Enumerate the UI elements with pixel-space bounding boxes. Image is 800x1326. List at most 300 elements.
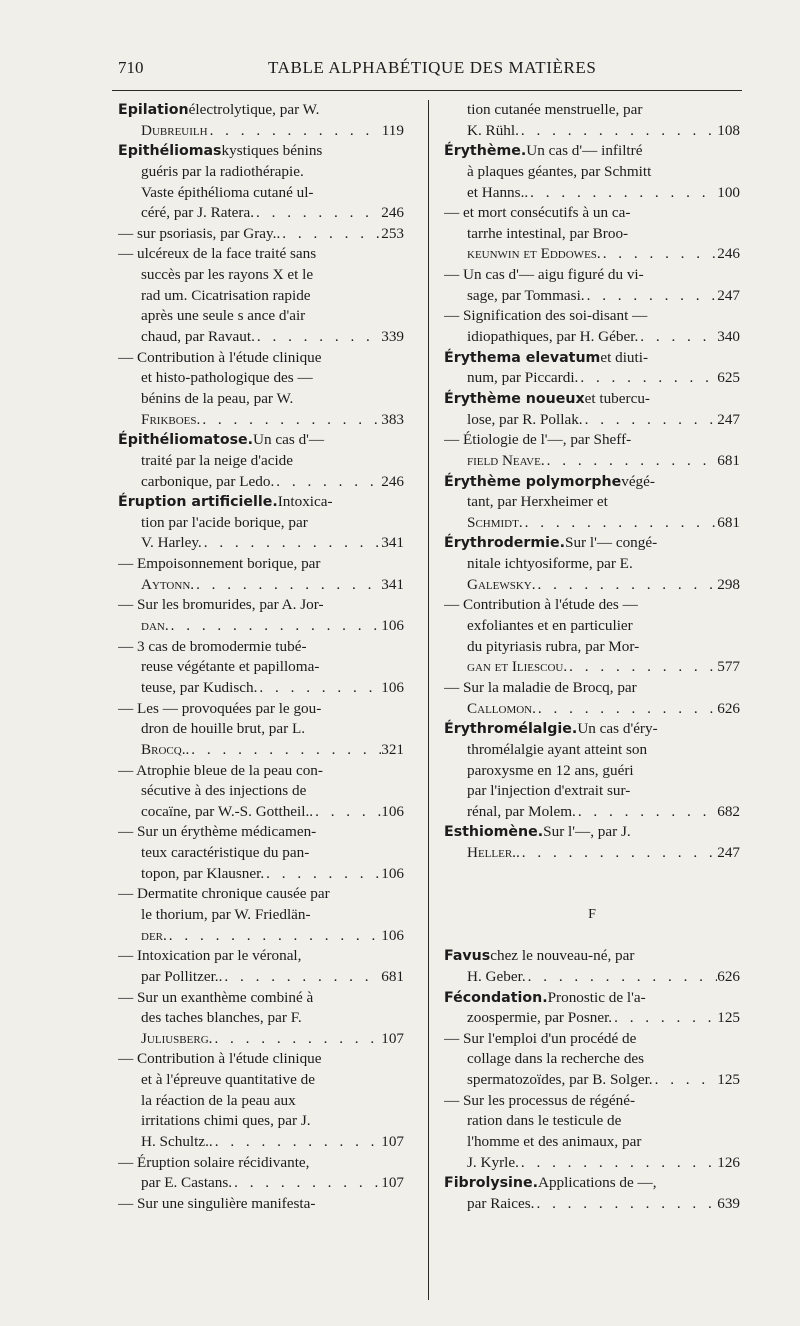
entry-text: reuse végétante et papilloma-	[141, 658, 320, 676]
entry-text: Applications de —,	[538, 1174, 657, 1192]
entry-text: guéris par la radiothérapie.	[141, 162, 304, 180]
entry-text: — Contribution à l'étude clinique	[118, 348, 322, 366]
index-entry-heading-line	[444, 719, 740, 740]
entry-text: — Sur les processus de régéné-	[444, 1091, 636, 1109]
index-entry-line	[118, 1070, 404, 1091]
index-entry-line	[118, 864, 404, 885]
entry-headword: Favus	[444, 948, 491, 965]
entry-text: chez le nouveau-né, par	[490, 947, 635, 965]
index-entry-heading-line	[444, 946, 740, 967]
entry-text: tant, par Herxheimer et	[467, 493, 608, 511]
index-entry-heading-line	[118, 100, 404, 121]
index-entry-line	[118, 719, 404, 740]
entry-headword: Éruption artificielle.	[118, 494, 278, 511]
entry-text: field Neave.	[467, 451, 545, 469]
index-entry-line	[118, 410, 404, 431]
dot-leader	[545, 451, 718, 472]
index-entry-line	[444, 678, 740, 699]
page-reference: 106	[381, 617, 404, 635]
index-entry-line	[444, 575, 740, 596]
blank-line	[444, 884, 740, 905]
entry-text: J. Kyrle.	[467, 1153, 519, 1171]
dot-leader	[280, 224, 381, 245]
index-entry-line	[444, 183, 740, 204]
index-entry-line	[444, 100, 740, 121]
index-entry-line	[118, 575, 404, 596]
page-reference: 626	[717, 967, 740, 985]
index-entry-line	[444, 1153, 740, 1174]
entry-text: — Contribution à l'étude des —	[444, 596, 638, 614]
dot-leader	[167, 926, 381, 947]
dot-leader	[189, 740, 381, 761]
entry-text: collage dans la recherche des	[467, 1050, 645, 1068]
page-reference: 339	[381, 328, 404, 346]
right-column	[444, 100, 740, 1215]
dot-leader	[222, 967, 381, 988]
entry-text: Vaste épithélioma cutané ul-	[141, 183, 314, 201]
page-number: 710	[118, 58, 144, 77]
dot-leader	[257, 678, 381, 699]
index-entry-line	[118, 265, 404, 286]
page-reference: 119	[381, 121, 404, 139]
page-reference: 247	[717, 286, 740, 304]
dot-leader	[612, 1008, 717, 1029]
entry-text: tion cutanée menstruelle, par	[467, 101, 643, 118]
entry-text: et Hanns..	[467, 183, 529, 201]
index-entry-line	[118, 905, 404, 926]
entry-text: — Sur la maladie de Brocq, par	[444, 678, 637, 696]
entry-text: tion par l'acide borique, par	[141, 513, 308, 531]
index-entry-heading-line	[444, 822, 740, 843]
page-reference: 247	[717, 844, 740, 862]
entry-text: Un cas d'—	[253, 431, 325, 449]
entry-text: — Étiologie de l'—, par Sheff-	[444, 431, 632, 449]
page-reference: 626	[717, 699, 740, 717]
dot-leader	[534, 1194, 717, 1215]
entry-text: gan et Iliescou.	[467, 658, 568, 676]
entry-headword: Érythrodermie.	[444, 535, 565, 552]
entry-headword: Fibrolysine.	[444, 1175, 538, 1192]
entry-text: par Pollitzer..	[141, 967, 223, 985]
entry-text: — Un cas d'— aigu figuré du vi-	[444, 266, 644, 284]
entry-text: Sur l'— congé-	[565, 534, 658, 552]
index-entry-heading-line	[118, 430, 404, 451]
entry-text: — Sur un exanthème combiné à	[118, 988, 314, 1006]
index-entry-line	[118, 306, 404, 327]
entry-text: et diuti-	[600, 348, 649, 366]
entry-text: — Éruption solaire récidivante,	[118, 1153, 310, 1171]
dot-leader	[653, 1070, 718, 1091]
entry-text: — Dermatite chronique causée par	[118, 885, 330, 903]
page-title: TABLE ALPHABÉTIQUE DES MATIÈRES	[268, 58, 597, 77]
dot-leader	[526, 967, 718, 988]
index-entry-line	[444, 554, 740, 575]
left-column	[118, 100, 404, 1215]
page-reference: 383	[381, 410, 404, 428]
entry-text: — Signification des soi-disant —	[444, 307, 648, 325]
index-entry-line	[118, 1029, 404, 1050]
entry-text: dan.	[141, 617, 169, 635]
index-entry-line	[118, 740, 404, 761]
index-entry-line	[118, 1173, 404, 1194]
page-reference: 340	[717, 328, 740, 346]
index-entry-line	[118, 657, 404, 678]
index-entry-line	[118, 121, 404, 142]
entry-text: Un cas d'éry-	[577, 720, 658, 738]
index-entry-line	[118, 368, 404, 389]
entry-text: du pityriasis rubra, par Mor-	[467, 637, 640, 655]
entry-text: lose, par R. Pollak.	[467, 410, 583, 428]
entry-headword: Esthiomène.	[444, 824, 544, 841]
index-entry-line	[444, 1132, 740, 1153]
dot-leader	[255, 327, 381, 348]
index-entry-line	[444, 451, 740, 472]
entry-text: Intoxica-	[277, 493, 333, 511]
entry-text: Schmidt.	[467, 513, 523, 531]
dot-leader	[528, 183, 717, 204]
index-entry-line	[444, 244, 740, 265]
index-entry-line	[118, 637, 404, 658]
index-entry-line	[118, 203, 404, 224]
entry-text: et histo-pathologique des —	[141, 369, 313, 387]
index-entry-line	[118, 1111, 404, 1132]
index-entry-line	[118, 472, 404, 493]
dot-leader	[232, 1173, 381, 1194]
entry-text: topon, par Klausner.	[141, 864, 265, 882]
entry-headword: Érythème.	[444, 143, 527, 160]
section-letter-text: F	[588, 906, 596, 922]
index-entry-line	[444, 1194, 740, 1215]
entry-text: — Sur une singulière manifesta-	[118, 1194, 316, 1212]
entry-text: nitale ichtyosiforme, par E.	[467, 555, 633, 573]
entry-text: par Raices.	[467, 1194, 535, 1212]
entry-text: carbonique, par Ledo.	[141, 472, 275, 490]
dot-leader	[519, 121, 717, 142]
index-entry-line	[444, 327, 740, 348]
index-entry-heading-line	[444, 472, 740, 493]
index-entry-line	[444, 1029, 740, 1050]
index-entry-line	[118, 513, 404, 534]
index-entry-line	[444, 410, 740, 431]
index-entry-line	[444, 368, 740, 389]
entry-text: — Contribution à l'étude clinique	[118, 1050, 322, 1068]
entry-text: rad um. Cicatrisation rapide	[141, 286, 311, 304]
entry-text: Juliusberg.	[141, 1029, 213, 1047]
index-entry-line	[444, 492, 740, 513]
index-entry-line	[444, 761, 740, 782]
index-entry-line	[444, 595, 740, 616]
index-entry-line	[444, 616, 740, 637]
entry-text: électrolytique, par W.	[188, 101, 320, 118]
index-entry-line	[118, 183, 404, 204]
entry-headword: Epilation	[118, 102, 189, 118]
index-entry-line	[444, 967, 740, 988]
page-reference: 321	[381, 740, 404, 758]
page-reference: 681	[717, 513, 740, 531]
entry-text: des taches blanches, par F.	[141, 1009, 302, 1027]
entry-text: irritations chimi ques, par J.	[141, 1112, 311, 1130]
entry-text: bénins de la peau, par W.	[141, 389, 294, 407]
index-entry-line	[444, 1008, 740, 1029]
entry-text: teux caractéristique du pan-	[141, 844, 310, 862]
running-header	[0, 54, 800, 84]
index-entry-line	[118, 802, 404, 823]
index-entry-line	[444, 637, 740, 658]
entry-text: — Sur un érythème médicamen-	[118, 823, 317, 841]
index-entry-line	[444, 1070, 740, 1091]
index-entry-line	[444, 781, 740, 802]
entry-text: K. Rühl.	[467, 121, 519, 139]
entry-text: rénal, par Molem.	[467, 802, 576, 820]
entry-text: paroxysme en 12 ans, guéri	[467, 761, 634, 779]
page-reference: 126	[717, 1153, 740, 1171]
entry-text: — Les — provoquées par le gou-	[118, 699, 322, 717]
entry-text: tarrhe intestinal, par Broo-	[467, 224, 629, 242]
entry-text: chaud, par Ravaut.	[141, 328, 255, 346]
page-reference: 107	[381, 1133, 404, 1151]
index-entry-line	[118, 988, 404, 1009]
section-letter	[444, 905, 740, 926]
page-reference: 577	[717, 658, 740, 676]
index-entry-line	[444, 1091, 740, 1112]
index-entry-line	[444, 224, 740, 245]
index-entry-line	[118, 678, 404, 699]
index-entry-line	[118, 946, 404, 967]
entry-text: thromélalgie ayant atteint son	[467, 740, 648, 758]
dot-leader	[200, 410, 381, 431]
index-entry-line	[118, 451, 404, 472]
dot-leader	[536, 575, 718, 596]
entry-text: l'homme et des animaux, par	[467, 1133, 642, 1151]
page-reference: 106	[381, 926, 404, 944]
index-entry-line	[118, 348, 404, 369]
dot-leader	[523, 513, 718, 534]
page-reference: 625	[717, 369, 740, 387]
entry-text: — et mort consécutifs à un ca-	[444, 204, 631, 222]
dot-leader	[264, 864, 381, 885]
index-entry-line	[444, 699, 740, 720]
index-entry-line	[118, 1194, 404, 1215]
index-entry-line	[118, 244, 404, 265]
index-entry-line	[118, 967, 404, 988]
index-entry-line	[444, 740, 740, 761]
header-rule	[112, 90, 742, 91]
entry-text: — ulcéreux de la face traité sans	[118, 245, 317, 263]
index-entry-line	[444, 802, 740, 823]
page-reference: 246	[381, 204, 404, 222]
page-reference: 246	[381, 472, 404, 490]
index-entry-line	[118, 1008, 404, 1029]
entry-text: H. Schultz..	[141, 1133, 213, 1151]
index-entry-line	[118, 699, 404, 720]
page-reference: 298	[717, 575, 740, 593]
entry-text: et à l'épreuve quantitative de	[141, 1071, 315, 1089]
entry-text: dron de houille brut, par L.	[141, 720, 306, 738]
entry-text: Pronostic de l'a-	[547, 988, 646, 1006]
page-reference: 341	[381, 534, 404, 552]
index-entry-line	[118, 616, 404, 637]
page-reference: 253	[381, 224, 404, 242]
index-entry-line	[444, 203, 740, 224]
dot-leader	[520, 843, 717, 864]
entry-text: num, par Piccardi.	[467, 369, 579, 387]
page-reference: 681	[381, 967, 404, 985]
entry-text: teuse, par Kudisch.	[141, 678, 258, 696]
entry-headword: Érythème polymorphe	[444, 473, 622, 490]
entry-text: Un cas d'— infiltré	[526, 142, 643, 160]
page-reference: 107	[381, 1029, 404, 1047]
entry-headword: Érythema elevatum	[444, 349, 601, 366]
entry-text: V. Harley.	[141, 534, 202, 552]
entry-text: — Sur l'emploi d'un procédé de	[444, 1029, 637, 1047]
entry-text: — Intoxication par le véronal,	[118, 947, 302, 965]
entry-text: sécutive à des injections de	[141, 782, 307, 800]
page-reference: 639	[717, 1194, 740, 1212]
dot-leader	[519, 1153, 717, 1174]
entry-text: succès par les rayons X et le	[141, 266, 314, 284]
page-reference: 108	[717, 121, 740, 139]
dot-leader	[169, 616, 382, 637]
index-entry-heading-line	[444, 1173, 740, 1194]
index-entry-line	[444, 843, 740, 864]
entry-headword: Érythromélalgie.	[444, 721, 578, 738]
entry-headword: Érythème noueux	[444, 390, 585, 407]
index-entry-line	[118, 884, 404, 905]
entry-text: — 3 cas de bromodermie tubé-	[118, 637, 307, 655]
entry-text: traité par la neige d'acide	[141, 451, 293, 469]
index-entry-line	[444, 265, 740, 286]
page-reference: 106	[381, 864, 404, 882]
page-reference: 107	[381, 1174, 404, 1192]
index-entry-line	[118, 781, 404, 802]
entry-text: — Empoisonnement borique, par	[118, 555, 321, 573]
entry-text: Callomon.	[467, 699, 536, 717]
entry-text: sage, par Tommasi.	[467, 286, 585, 304]
entry-text: spermatozoïdes, par B. Solger.	[467, 1071, 653, 1089]
index-entry-heading-line	[444, 389, 740, 410]
entry-text: kystiques bénins	[221, 142, 323, 160]
index-entry-line	[444, 657, 740, 678]
index-entry-line	[444, 121, 740, 142]
entry-text: après une seule s ance d'air	[141, 307, 306, 325]
dot-leader	[583, 410, 718, 431]
dot-leader	[254, 203, 381, 224]
dot-leader	[601, 244, 718, 265]
entry-text: H. Geber.	[467, 967, 526, 985]
dot-leader	[313, 802, 381, 823]
page-reference: 106	[381, 802, 404, 820]
dot-leader	[208, 121, 382, 142]
dot-leader	[638, 327, 717, 348]
entry-text: et tubercu-	[584, 389, 650, 407]
entry-text: — Sur les bromurides, par A. Jor-	[118, 596, 324, 614]
index-entry-line	[118, 1132, 404, 1153]
page-reference: 106	[381, 678, 404, 696]
index-entry-heading-line	[444, 348, 740, 369]
page-reference: 682	[717, 802, 740, 820]
entry-text: Frikboes.	[141, 410, 201, 428]
entry-headword: Epithéliomas	[118, 143, 222, 160]
entry-text: Galewsky.	[467, 575, 536, 593]
index-entry-line	[444, 430, 740, 451]
entry-text: ration dans le testicule de	[467, 1112, 622, 1130]
entry-text: Heller..	[467, 844, 520, 862]
page-reference: 125	[717, 1071, 740, 1089]
index-entry-line	[118, 327, 404, 348]
index-entry-line	[444, 162, 740, 183]
index-entry-line	[118, 554, 404, 575]
column-divider	[428, 100, 429, 1300]
page-reference: 100	[717, 183, 740, 201]
entry-text: — Atrophie bleue de la peau con-	[118, 761, 323, 779]
index-entry-line	[118, 843, 404, 864]
index-entry-heading-line	[118, 141, 404, 162]
blank-line	[444, 864, 740, 885]
page-reference: 125	[717, 1009, 740, 1027]
index-entry-line	[118, 926, 404, 947]
index-entry-line	[118, 533, 404, 554]
entry-text: à plaques géantes, par Schmitt	[467, 162, 652, 180]
index-entry-line	[444, 513, 740, 534]
dot-leader	[536, 699, 717, 720]
dot-leader	[212, 1029, 381, 1050]
index-entry-line	[118, 162, 404, 183]
entry-text: Sur l'—, par J.	[543, 823, 631, 841]
entry-text: — sur psoriasis, par Gray..	[118, 224, 281, 242]
index-entry-line	[118, 595, 404, 616]
entry-text: le thorium, par W. Friedlän-	[141, 905, 311, 923]
entry-text: exfoliantes et en particulier	[467, 617, 633, 635]
entry-headword: Épithéliomatose.	[118, 432, 254, 449]
entry-text: Aytonn.	[141, 575, 195, 593]
entry-text: la réaction de la peau aux	[141, 1091, 296, 1109]
entry-text: Dubreuilh	[141, 121, 208, 139]
index-entry-line	[118, 1049, 404, 1070]
entry-text: idiopathiques, par H. Géber.	[467, 328, 639, 346]
page-reference: 681	[717, 451, 740, 469]
page-reference: 246	[717, 245, 740, 263]
index-entry-heading-line	[444, 533, 740, 554]
entry-text: keunwin et Eddowes.	[467, 245, 601, 263]
index-entry-line	[444, 1049, 740, 1070]
dot-leader	[567, 657, 717, 678]
entry-text: der.	[141, 926, 167, 944]
entry-text: céré, par J. Ratera.	[141, 204, 254, 222]
index-entry-line	[118, 1153, 404, 1174]
blank-line	[444, 926, 740, 947]
index-entry-line	[444, 306, 740, 327]
dot-leader	[274, 472, 381, 493]
entry-text: zoospermie, par Posner.	[467, 1009, 613, 1027]
index-entry-line	[444, 286, 740, 307]
dot-leader	[585, 286, 718, 307]
index-entry-line	[118, 822, 404, 843]
index-entry-line	[444, 1111, 740, 1132]
index-entry-line	[118, 286, 404, 307]
dot-leader	[578, 368, 717, 389]
index-entry-line	[118, 1091, 404, 1112]
entry-text: cocaïne, par W.-S. Gottheil..	[141, 802, 314, 820]
entry-text: Brocq..	[141, 740, 190, 758]
index-entry-heading-line	[118, 492, 404, 513]
index-entry-heading-line	[444, 141, 740, 162]
index-entry-heading-line	[444, 988, 740, 1009]
entry-text: par E. Castans.	[141, 1174, 233, 1192]
index-entry-line	[118, 761, 404, 782]
dot-leader	[194, 575, 381, 596]
page-reference: 341	[381, 575, 404, 593]
index-entry-line	[118, 224, 404, 245]
